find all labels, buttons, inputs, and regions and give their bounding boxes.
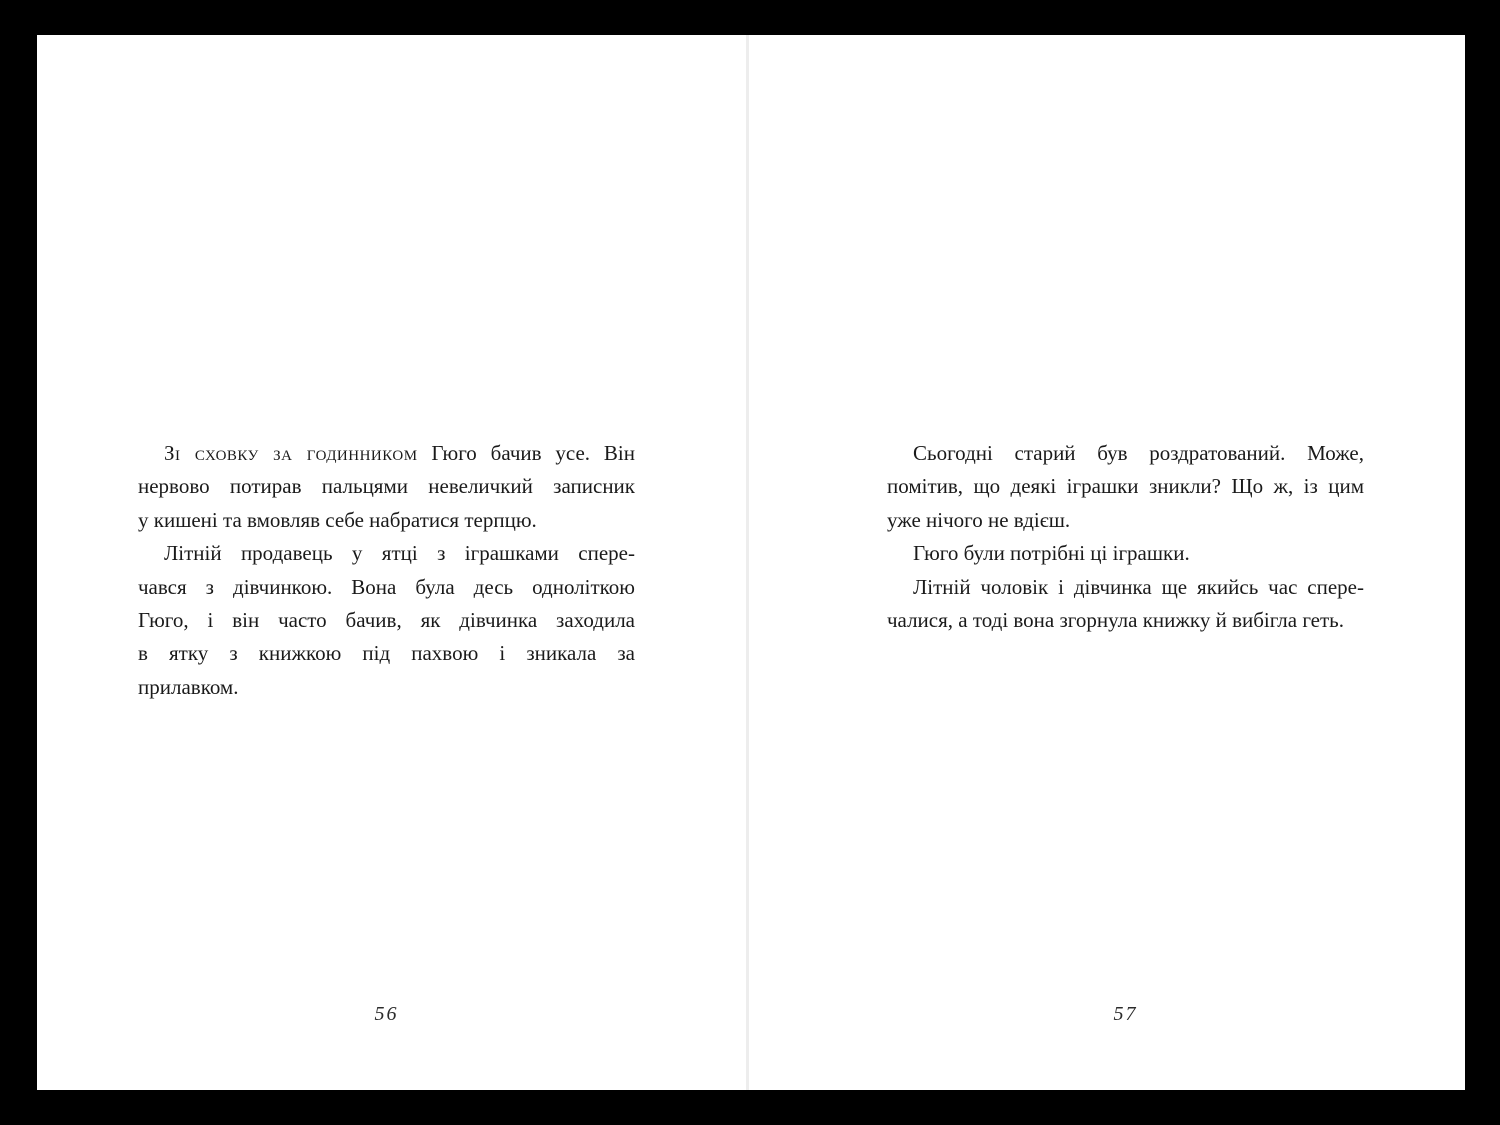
body-text: нервово потирав пальцями невеличкий записник: [138, 474, 635, 499]
page-gutter-divider: [746, 35, 749, 1090]
body-text: чалися, а тоді вона згорнула книжку й вибігла геть.: [887, 607, 1344, 632]
page-text: [887, 437, 1364, 637]
text-line: [138, 604, 635, 637]
text-line: [138, 571, 635, 604]
text-line: [887, 537, 1364, 570]
body-text: Гюго бачив усе. Він: [417, 441, 635, 465]
body-text: помітив, що деякі іграшки зникли? Що ж, із цим: [887, 474, 1364, 499]
text-line: [138, 671, 635, 704]
text-line: [138, 637, 635, 670]
smallcaps-text: Зі сховку за годинником: [164, 441, 418, 465]
body-text: прилавком.: [138, 674, 239, 699]
text-line: [138, 537, 635, 570]
text-line: [887, 470, 1364, 503]
text-line: [887, 437, 1364, 470]
page-text: [138, 437, 635, 704]
text-line: [138, 504, 635, 537]
body-text: чався з дівчинкою. Вона була десь одноліткою: [138, 574, 635, 599]
page-number: 57: [1113, 1003, 1138, 1025]
text-line: [887, 571, 1364, 604]
text-line: [887, 604, 1364, 637]
text-line: [138, 470, 635, 503]
body-text: уже нічого не вдієш.: [887, 507, 1071, 532]
body-text: Літній продавець у ятці з іграшками спере-: [164, 541, 635, 566]
body-text: Літній чоловік і дівчинка ще якийсь час спере-: [913, 574, 1364, 599]
body-text: Сьогодні старий був роздратований. Може,: [913, 441, 1364, 465]
page-number: 56: [374, 1003, 399, 1025]
text-line: [887, 504, 1364, 537]
text-line: [138, 437, 635, 470]
book-spread: [37, 35, 1465, 1090]
body-text: Гюго були потрібні ці іграшки.: [913, 541, 1190, 566]
body-text: у кишені та вмовляв себе набратися терпцю.: [138, 507, 537, 532]
body-text: Гюго, і він часто бачив, як дівчинка заходила: [138, 607, 635, 632]
body-text: в ятку з книжкою під пахвою і зникала за: [138, 641, 635, 666]
